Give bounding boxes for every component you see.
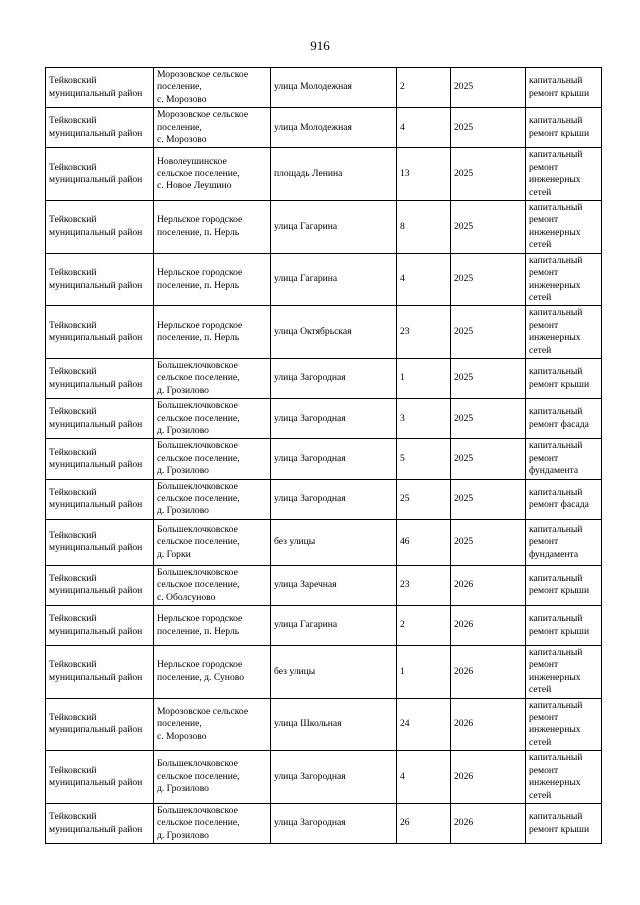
settlement-cell <box>154 606 271 646</box>
district-cell: Тейковский муниципальный район <box>46 358 154 398</box>
repair-type-cell: капитальный ремонт фундамента <box>526 519 602 565</box>
table-row <box>46 439 602 479</box>
district-cell: Тейковский муниципальный район <box>46 646 154 699</box>
district-cell: Тейковский муниципальный район <box>46 698 154 751</box>
repair-type-cell: капитальный ремонт крыши <box>526 68 602 108</box>
settlement-cell <box>154 479 271 519</box>
settlement-line: сельское поселение, <box>157 452 240 464</box>
settlement-cell <box>154 358 271 398</box>
repair-register-table <box>45 67 602 844</box>
settlement-cell <box>154 148 271 201</box>
settlement-line: поселение, <box>157 121 202 133</box>
settlement-line: сельское поселение, <box>157 579 240 591</box>
district-cell: Тейковский муниципальный район <box>46 306 154 359</box>
table-row <box>46 399 602 439</box>
year-cell: 2026 <box>451 698 526 751</box>
settlement-cell <box>154 519 271 565</box>
repair-type-cell: капитальный ремонт фундамента <box>526 439 602 479</box>
settlement-line: д. Горки <box>157 548 191 560</box>
street-cell: улица Молодежная <box>271 68 397 108</box>
settlement-line: с. Морозово <box>157 93 207 105</box>
settlement-line: Морозовское сельское <box>157 69 249 80</box>
settlement-cell <box>154 439 271 479</box>
repair-type-cell: капитальный ремонт крыши <box>526 565 602 605</box>
repair-type-cell: капитальный ремонт крыши <box>526 606 602 646</box>
settlement-line: поселение, п. Нерль <box>157 226 240 238</box>
repair-type-cell: капитальный ремонт крыши <box>526 803 602 843</box>
building-number-cell: 46 <box>397 519 451 565</box>
street-cell: улица Молодежная <box>271 108 397 148</box>
building-number-cell: 2 <box>397 606 451 646</box>
repair-type-cell: капитальный ремонт крыши <box>526 358 602 398</box>
settlement-line: сельское поселение, <box>157 493 240 504</box>
repair-type-cell: капитальный ремонт инженерных сетей <box>526 253 602 306</box>
street-cell: улица Школьная <box>271 698 397 751</box>
settlement-line: Большеклочковское <box>157 758 238 770</box>
settlement-line: Нерльское городское <box>157 267 243 279</box>
building-number-cell: 8 <box>397 201 451 254</box>
settlement-cell <box>154 201 271 254</box>
settlement-cell <box>154 751 271 804</box>
table-row <box>46 108 602 148</box>
settlement-line: Нерльское городское <box>157 659 243 671</box>
building-number-cell: 25 <box>397 479 451 519</box>
building-number-cell: 1 <box>397 358 451 398</box>
district-cell: Тейковский муниципальный район <box>46 108 154 148</box>
street-cell: улица Загородная <box>271 803 397 843</box>
repair-type-cell: капитальный ремонт инженерных сетей <box>526 751 602 804</box>
district-cell: Тейковский муниципальный район <box>46 148 154 201</box>
street-cell: улица Гагарина <box>271 606 397 646</box>
settlement-line: поселение, п. Нерль <box>157 332 240 344</box>
settlement-line: с. Новое Леушино <box>157 180 232 192</box>
year-cell: 2025 <box>451 399 526 439</box>
settlement-line: поселение, д. Суново <box>157 671 244 683</box>
settlement-line: с. Морозово <box>157 134 207 146</box>
table-row <box>46 479 602 519</box>
settlement-cell <box>154 68 271 108</box>
settlement-cell <box>154 108 271 148</box>
year-cell: 2025 <box>451 68 526 108</box>
district-cell: Тейковский муниципальный район <box>46 606 154 646</box>
settlement-line: д. Грозилово <box>157 465 209 477</box>
table-row <box>46 253 602 306</box>
settlement-cell <box>154 306 271 359</box>
settlement-line: с. Морозово <box>157 730 207 742</box>
settlement-line: сельское поселение, <box>157 412 240 424</box>
year-cell: 2025 <box>451 439 526 479</box>
district-cell: Тейковский муниципальный район <box>46 751 154 804</box>
settlement-line: сельское поселение, <box>157 817 240 829</box>
district-cell: Тейковский муниципальный район <box>46 519 154 565</box>
year-cell: 2025 <box>451 306 526 359</box>
street-cell: площадь Ленина <box>271 148 397 201</box>
repair-type-cell: капитальный ремонт фасада <box>526 399 602 439</box>
year-cell: 2025 <box>451 519 526 565</box>
building-number-cell: 24 <box>397 698 451 751</box>
settlement-line: Нерльское городское <box>157 613 243 625</box>
table-row <box>46 519 602 565</box>
settlement-line: д. Грозилово <box>157 384 209 396</box>
street-cell: улица Загородная <box>271 751 397 804</box>
repair-type-cell: капитальный ремонт инженерных сетей <box>526 201 602 254</box>
street-cell: улица Заречная <box>271 565 397 605</box>
building-number-cell: 4 <box>397 108 451 148</box>
building-number-cell: 23 <box>397 306 451 359</box>
table-row <box>46 606 602 646</box>
year-cell: 2025 <box>451 479 526 519</box>
street-cell: улица Загородная <box>271 439 397 479</box>
settlement-line: сельское поселение, <box>157 168 240 180</box>
district-cell: Тейковский муниципальный район <box>46 565 154 605</box>
street-cell: без улицы <box>271 519 397 565</box>
table-row <box>46 803 602 843</box>
settlement-line: Большеклочковское <box>157 480 238 492</box>
settlement-line: д. Грозилово <box>157 829 209 841</box>
district-cell: Тейковский муниципальный район <box>46 479 154 519</box>
building-number-cell: 26 <box>397 803 451 843</box>
settlement-line: Новолеушинское <box>157 155 227 167</box>
settlement-line: сельское поселение, <box>157 372 240 384</box>
year-cell: 2026 <box>451 803 526 843</box>
street-cell: без улицы <box>271 646 397 699</box>
table-row <box>46 646 602 699</box>
district-cell: Тейковский муниципальный район <box>46 68 154 108</box>
repair-type-cell: капитальный ремонт инженерных сетей <box>526 698 602 751</box>
repair-type-cell: капитальный ремонт инженерных сетей <box>526 646 602 699</box>
street-cell: улица Октябрьская <box>271 306 397 359</box>
settlement-line: д. Грозилово <box>157 505 209 517</box>
year-cell: 2026 <box>451 606 526 646</box>
settlement-line: Большеклочковское <box>157 400 238 412</box>
building-number-cell: 3 <box>397 399 451 439</box>
settlement-line: сельское поселение, <box>157 770 240 782</box>
table-row <box>46 565 602 605</box>
year-cell: 2025 <box>451 108 526 148</box>
settlement-line: сельское поселение, <box>157 536 240 548</box>
settlement-line: поселение, <box>157 81 202 93</box>
page-number: 916 <box>310 38 330 53</box>
settlement-line: д. Грозилово <box>157 783 209 795</box>
building-number-cell: 4 <box>397 253 451 306</box>
building-number-cell: 13 <box>397 148 451 201</box>
table-row <box>46 148 602 201</box>
year-cell: 2025 <box>451 148 526 201</box>
settlement-line: Морозовское сельское <box>157 705 249 717</box>
district-cell: Тейковский муниципальный район <box>46 399 154 439</box>
table-row <box>46 358 602 398</box>
year-cell: 2026 <box>451 646 526 699</box>
district-cell: Тейковский муниципальный район <box>46 201 154 254</box>
settlement-cell <box>154 646 271 699</box>
settlement-line: Нерльское городское <box>157 214 243 226</box>
table-row <box>46 201 602 254</box>
street-cell: улица Загородная <box>271 399 397 439</box>
settlement-line: Большеклочковское <box>157 359 238 371</box>
building-number-cell: 4 <box>397 751 451 804</box>
building-number-cell: 23 <box>397 565 451 605</box>
settlement-cell <box>154 698 271 751</box>
district-cell: Тейковский муниципальный район <box>46 803 154 843</box>
settlement-line: Большеклочковское <box>157 440 238 452</box>
table-row <box>46 698 602 751</box>
year-cell: 2026 <box>451 565 526 605</box>
year-cell: 2026 <box>451 751 526 804</box>
repair-type-cell: капитальный ремонт инженерных сетей <box>526 148 602 201</box>
street-cell: улица Гагарина <box>271 201 397 254</box>
year-cell: 2025 <box>451 253 526 306</box>
district-cell: Тейковский муниципальный район <box>46 253 154 306</box>
settlement-line: Большеклочковское <box>157 804 238 816</box>
building-number-cell: 2 <box>397 68 451 108</box>
settlement-line: Большеклочковское <box>157 523 238 535</box>
repair-type-cell: капитальный ремонт инженерных сетей <box>526 306 602 359</box>
table-row <box>46 306 602 359</box>
settlement-line: поселение, <box>157 718 202 730</box>
street-cell: улица Загородная <box>271 479 397 519</box>
district-cell: Тейковский муниципальный район <box>46 439 154 479</box>
settlement-line: Нерльское городское <box>157 319 243 331</box>
street-cell: улица Загородная <box>271 358 397 398</box>
register-body <box>46 68 602 844</box>
settlement-line: с. Оболсуново <box>157 591 216 603</box>
building-number-cell: 1 <box>397 646 451 699</box>
settlement-cell <box>154 803 271 843</box>
settlement-line: поселение, п. Нерль <box>157 625 240 637</box>
building-number-cell: 5 <box>397 439 451 479</box>
settlement-line: Морозовское сельское <box>157 109 249 121</box>
street-cell: улица Гагарина <box>271 253 397 306</box>
settlement-cell <box>154 565 271 605</box>
settlement-line: д. Грозилово <box>157 424 209 436</box>
table-row <box>46 751 602 804</box>
settlement-line: поселение, п. Нерль <box>157 279 240 291</box>
repair-type-cell: капитальный ремонт крыши <box>526 108 602 148</box>
year-cell: 2025 <box>451 201 526 254</box>
year-cell: 2025 <box>451 358 526 398</box>
settlement-line: Большеклочковское <box>157 566 238 578</box>
settlement-cell <box>154 399 271 439</box>
settlement-cell <box>154 253 271 306</box>
table-row <box>46 68 602 108</box>
repair-type-cell: капитальный ремонт фасада <box>526 479 602 519</box>
